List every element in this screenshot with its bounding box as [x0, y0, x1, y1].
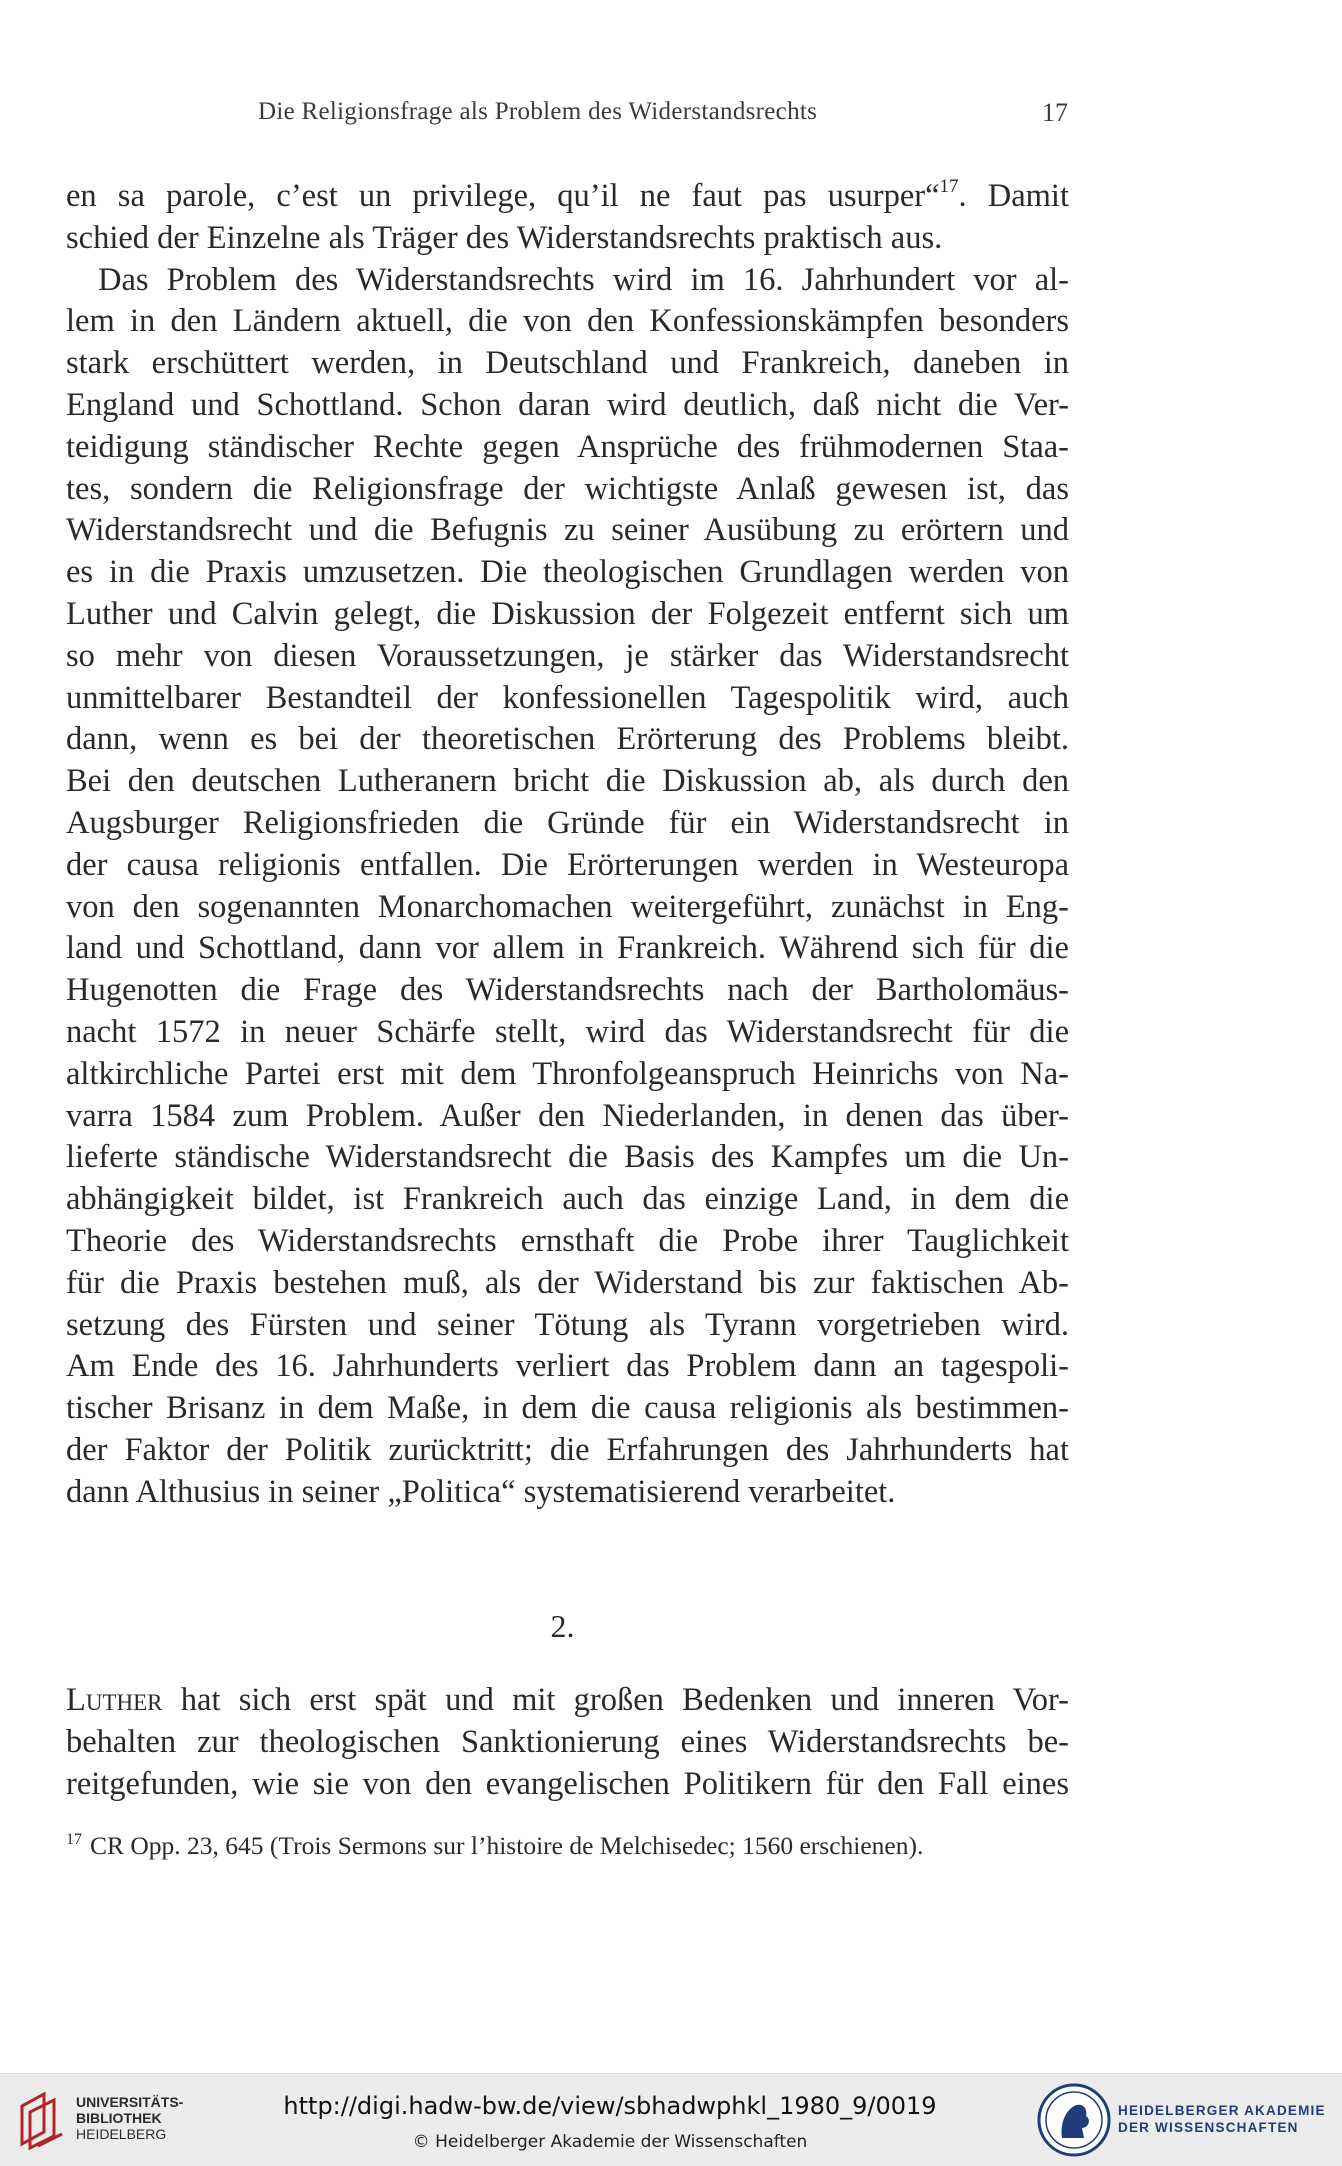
text-line: der Faktor der Politik zurücktritt; die Erfahrungen des Jahrhunderts hat [66, 1431, 1069, 1468]
text-line: lieferte ständische Widerstandsrecht die Basis des Kampfes um die Un- [66, 1139, 1069, 1176]
footnote [66, 1831, 1069, 1861]
text-line: Luther und Calvin gelegt, die Diskussion der Folgezeit entfernt sich um [66, 595, 1069, 632]
running-head: Die Religionsfrage als Problem des Widerstandsrechts [258, 98, 818, 125]
digitization-footer [0, 2073, 1342, 2166]
text-line: land und Schottland, dann vor allem in Frankreich. Während sich für die [66, 930, 1069, 967]
text-line: teidigung ständischer Rechte gegen Ansprüche des frühmodernen Staa- [66, 428, 1069, 465]
footnote-text: CR Opp. 23, 645 (Trois Sermons sur l’histoire de Melchisedec; 1560 erschienen). [90, 1831, 924, 1860]
text-line: Am Ende des 16. Jahrhunderts verliert das Problem dann an tagespoli- [66, 1348, 1069, 1385]
text-line: dann, wenn es bei der theoretischen Erörterung des Problems bleibt. [66, 721, 1069, 758]
text-line: reitgefunden, wie sie von den evangelischen Politikern für den Fall eines [66, 1765, 1069, 1802]
text-line: so mehr von diesen Voraussetzungen, je stärker das Widerstandsrecht [66, 637, 1069, 674]
text-line: Das Problem des Widerstandsrechts wird im 16. Jahrhundert vor al- [98, 261, 1069, 298]
text-line: varra 1584 zum Problem. Außer den Niederlanden, in denen das über- [66, 1097, 1069, 1134]
academy-seal-icon [1036, 2082, 1112, 2158]
university-library-name: UNIVERSITÄTS- BIBLIOTHEK HEIDELBERG [76, 2094, 184, 2142]
text-line: behalten zur theologischen Sanktionierung eines Widerstandsrechts be- [66, 1723, 1069, 1760]
text-line: Widerstandsrecht und die Befugnis zu seiner Ausübung zu erörtern und [66, 512, 1069, 549]
text-line: tischer Brisanz in dem Maße, in dem die causa religionis als bestimmen- [66, 1390, 1069, 1427]
text-line: Bei den deutschen Lutheranern bricht die Diskussion ab, als durch den [66, 763, 1069, 800]
text-line: schied der Einzelne als Träger des Widerstandsrechts praktisch aus. [66, 219, 943, 256]
section-text [66, 1680, 1069, 1805]
text-line: der causa religionis entfallen. Die Erörterungen werden in Westeuropa [66, 846, 1069, 883]
text-line: nacht 1572 in neuer Schärfe stellt, wird das Widerstandsrecht für die [66, 1013, 1069, 1050]
text-line: setzung des Fürsten und seiner Tötung als Tyrann vorgetrieben wird. [66, 1306, 1069, 1343]
section-number: 2. [550, 1608, 575, 1644]
text-line: Luther hat sich erst spät und mit großen Bedenken und inneren Vor- [66, 1682, 1069, 1718]
text-line: es in die Praxis umzusetzen. Die theologischen Grundlagen werden von [66, 554, 1069, 591]
text-line: Hugenotten die Frage des Widerstandsrechts nach der Bartholomäus- [66, 972, 1069, 1009]
text-line: abhängigkeit bildet, ist Frankreich auch das einzige Land, in dem die [66, 1181, 1069, 1218]
source-url-link[interactable]: http://digi.hadw-bw.de/view/sbhadwphkl_1980_9/0019 [283, 2092, 937, 2120]
text-line: Theorie des Widerstandsrechts ernsthaft die Probe ihrer Tauglichkeit [66, 1222, 1069, 1259]
academy-name: HEIDELBERGER AKADEMIE DER WISSENSCHAFTEN [1118, 2103, 1326, 2135]
text-line: dann Althusius in seiner „Politica“ systematisierend verarbeitet. [66, 1473, 896, 1510]
text-line: Augsburger Religionsfrieden die Gründe für ein Widerstandsrecht in [66, 804, 1069, 841]
body-text [66, 176, 1069, 1514]
text-line: en sa parole, c’est un privilege, qu’il ne faut pas usurper“$^{17}$. Damit [66, 176, 1069, 214]
text-line: für die Praxis bestehen muß, als der Widerstand bis zur faktischen Ab- [66, 1264, 1069, 1301]
copyright-notice: © Heidelberger Akademie der Wissenschaften [412, 2132, 808, 2152]
text-line: lem in den Ländern aktuell, die von den Konfessionskämpfen besonders [66, 303, 1069, 340]
text-line: tes, sondern die Religionsfrage der wichtigste Anlaß gewesen ist, das [66, 470, 1069, 507]
page-number: 17 [1042, 98, 1068, 127]
text-line: stark erschüttert werden, in Deutschland und Frankreich, daneben in [66, 345, 1069, 382]
text-line: unmittelbarer Bestandteil der konfessionellen Tagespolitik wird, auch [66, 679, 1069, 716]
text-line: England und Schottland. Schon daran wird deutlich, daß nicht die Ver- [66, 386, 1069, 423]
footnote-reference[interactable]: 17 [939, 176, 959, 197]
footnote-number: 17 [66, 1831, 82, 1848]
text-line: altkirchliche Partei erst mit dem Thronfolgeanspruch Heinrichs von Na- [66, 1055, 1069, 1092]
author-name: Luther [66, 1682, 163, 1718]
university-library-logo-icon [14, 2090, 66, 2150]
text-line: von den sogenannten Monarchomachen weitergeführt, zunächst in Eng- [66, 888, 1069, 925]
